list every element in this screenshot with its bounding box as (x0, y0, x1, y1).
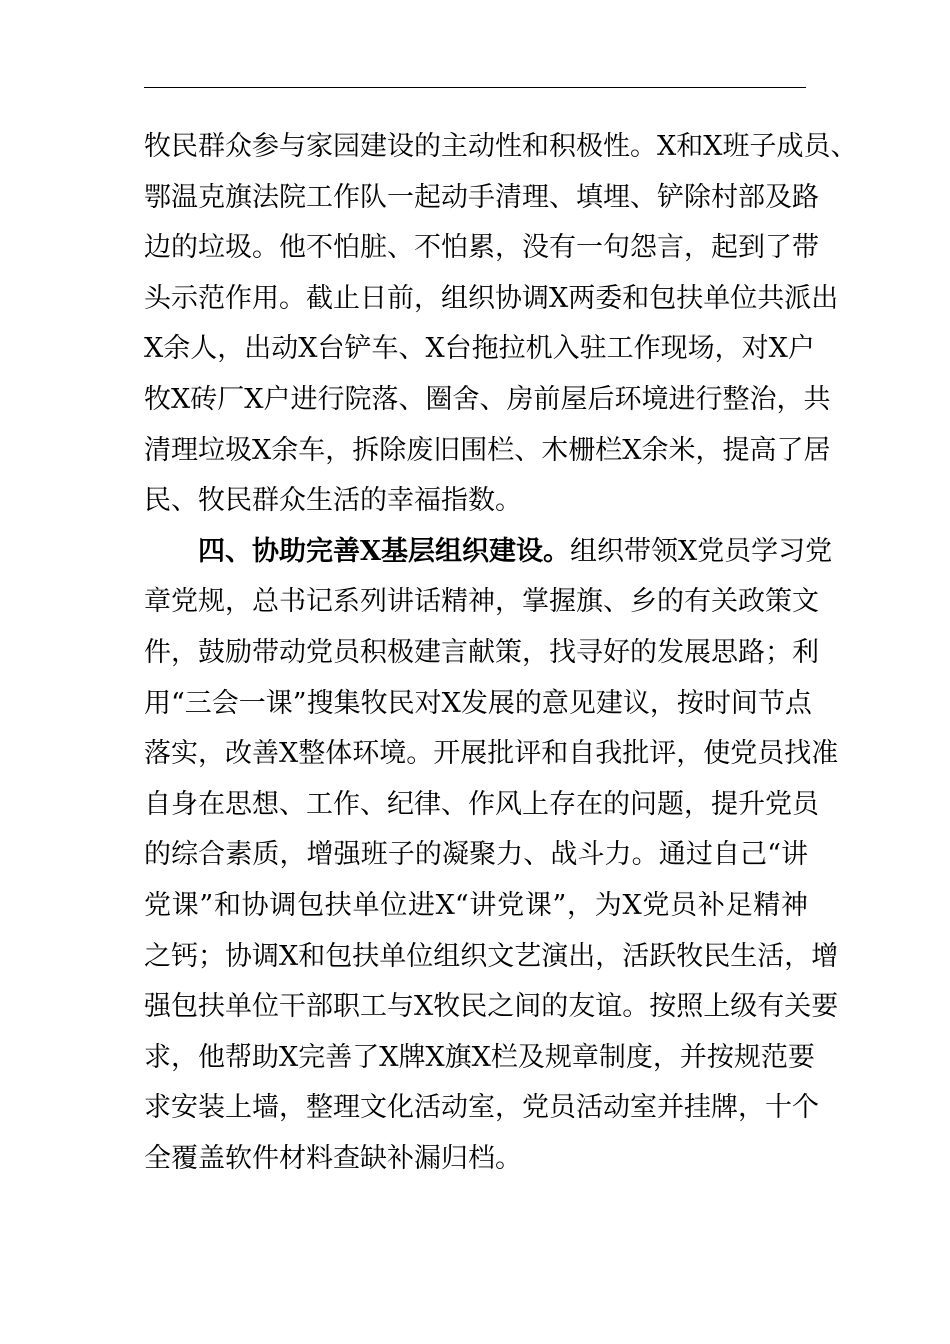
text-line: 鄂温克旗法院工作队一起动手清理、填埋、铲除村部及路 (144, 181, 819, 213)
text-line: 之钙；协调X和包扶单位组织文艺演出，活跃牧民生活，增 (144, 940, 839, 972)
paragraph-environment-cleanup (144, 122, 858, 527)
text-line: 边的垃圾。他不怕脏、不怕累，没有一句怨言，起到了带 (144, 232, 819, 264)
text-line: 求安装上墙，整理文化活动室，党员活动室并挂牌，十个 (144, 1092, 819, 1124)
header-rule (144, 87, 806, 88)
text-line: 章党规，总书记系列讲话精神，掌握旗、乡的有关政策文 (144, 586, 819, 618)
text-line: 牧民群众参与家园建设的主动性和积极性。X和X班子成员、 (144, 131, 858, 162)
text-line: 件，鼓励带动党员积极建言献策，找寻好的发展思路；利 (144, 636, 819, 668)
text-line: 自身在思想、工作、纪律、作风上存在的问题，提升党员 (144, 788, 819, 820)
document-body (144, 122, 858, 1184)
text-line: 民、牧民群众生活的幸福指数。 (144, 485, 522, 517)
text-line: 头示范作用。截止日前，组织协调X两委和包扶单位共派出 (144, 282, 839, 314)
text-line: 强包扶单位干部职工与X牧民之间的友谊。按照上级有关要 (144, 991, 839, 1023)
text-line: 求，他帮助X完善了X牌X旗X栏及规章制度，并按规范要 (144, 1041, 815, 1073)
text-run: 组织带领X党员学习党 (569, 535, 833, 567)
paragraph-organization-building (144, 527, 839, 1185)
text-line: X余人，出动X台铲车、X台拖拉机入驻工作现场，对X户 (144, 333, 815, 365)
text-line: 落实，改善X整体环境。开展批评和自我批评，使党员找准 (144, 738, 839, 770)
text-line: 清理垃圾X余车，拆除废旧围栏、木栅栏X余米，提高了居 (144, 434, 831, 466)
text-line: 的综合素质，增强班子的凝聚力、战斗力。通过自己“讲 (144, 839, 808, 871)
section-heading: 四、协助完善X基层组织建设。 (198, 535, 570, 567)
text-line: 用“三会一课”搜集牧民对X发展的意见建议，按时间节点 (144, 687, 812, 719)
text-line: 牧X砖厂X户进行院落、圈舍、房前屋后环境进行整治，共 (144, 383, 831, 415)
text-line-first (144, 527, 833, 578)
text-line: 全覆盖软件材料查缺补漏归档。 (144, 1142, 522, 1174)
text-line: 党课”和协调包扶单位进X“讲党课”，为X党员补足精神 (144, 889, 808, 921)
